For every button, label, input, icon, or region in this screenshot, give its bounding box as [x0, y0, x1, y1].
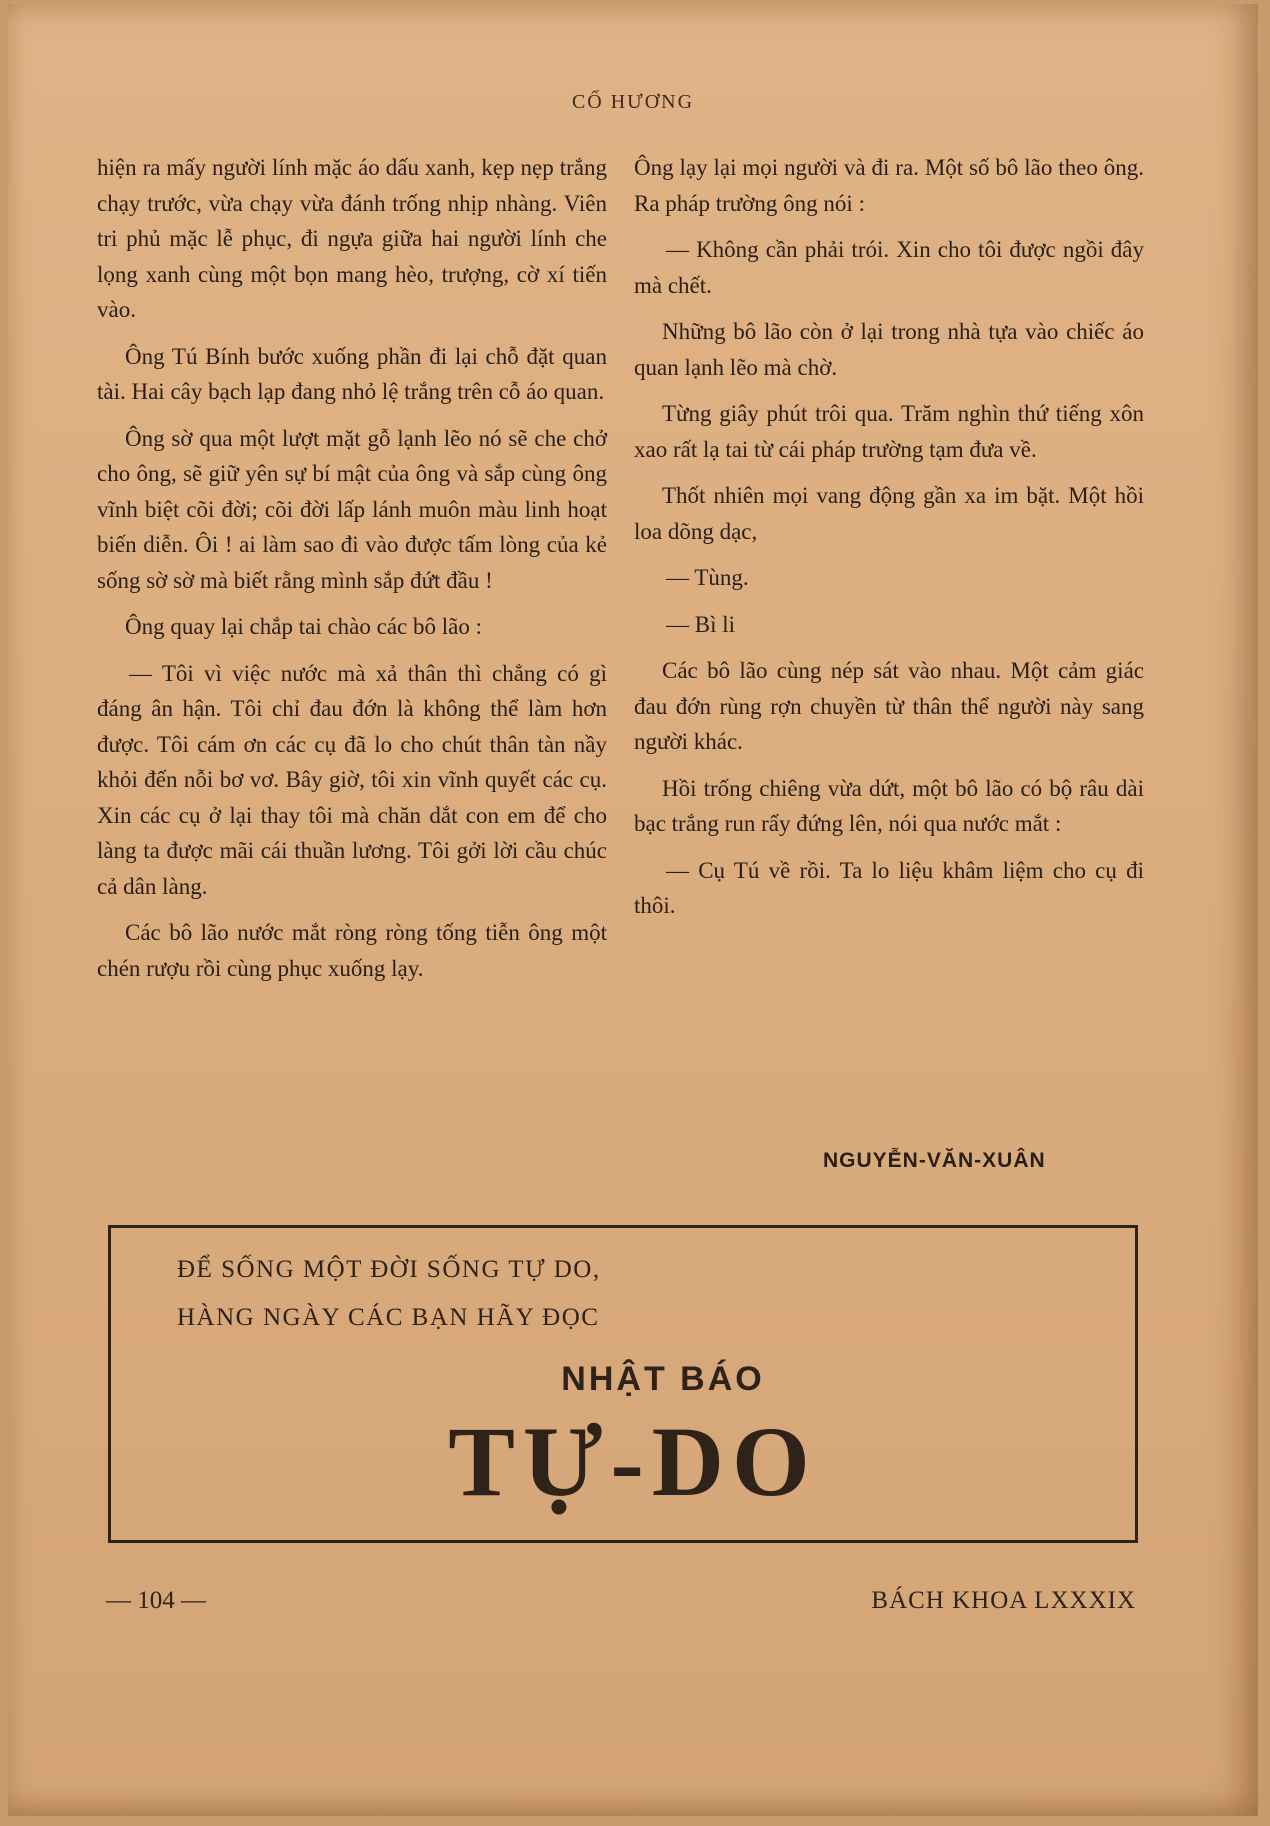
paragraph: Hồi trống chiêng vừa dứt, một bô lão có bộ râu dài bạc trắng run rẩy đứng lên, nói qua nước mắt : [634, 775, 1144, 836]
newspaper-advertisement [108, 1225, 1138, 1543]
dialogue-paragraph: — Tôi vì việc nước mà xả thân thì chẳng có gì đáng ân hận. Tôi chỉ đau đớn là không thể làm hơn được. Tôi cám ơn các cụ đã lo cho chút thân tàn nầy khỏi đến nỗi bơ vơ. Bây giờ, tôi xin vĩnh quyết các cụ. Xin các cụ ở lại thay tôi mà chăn dắt con em để cho làng ta được mãi cái thuần lương. Tôi gởi lời cầu chúc cả dân làng. [97, 660, 607, 899]
dialogue-paragraph: — Cụ Tú về rồi. Ta lo liệu khâm liệm cho cụ đi thôi. [634, 857, 1144, 918]
ad-slogan-line-2: HÀNG NGÀY CÁC BẠN HÃY ĐỌC [177, 1304, 600, 1331]
paragraph: Những bô lão còn ở lại trong nhà tựa vào chiếc áo quan lạnh lẽo mà chờ. [634, 319, 1144, 380]
paragraph: Ông quay lại chắp tai chào các bô lão : [125, 614, 482, 639]
ad-slogan-line-1: ĐỂ SỐNG MỘT ĐỜI SỐNG TỰ DO, [177, 1256, 601, 1283]
publication-issue: BÁCH KHOA LXXXIX [871, 1587, 1136, 1614]
page-number: — 104 — [106, 1587, 206, 1614]
ad-newspaper-label: NHẬT BÁO [561, 1360, 765, 1398]
paragraph: Thốt nhiên mọi vang động gần xa im bặt. Một hồi loa dõng dạc, [634, 483, 1144, 544]
dialogue-paragraph: — Không cần phải trói. Xin cho tôi được ngồi đây mà chết. [634, 237, 1144, 298]
paragraph: Ông Tú Bính bước xuống phần đi lại chỗ đặt quan tài. Hai cây bạch lạp đang nhỏ lệ trắng trên cỗ áo quan. [97, 343, 607, 404]
left-column [97, 150, 607, 997]
right-column [634, 150, 1144, 935]
author-signature: NGUYỄN-VĂN-XUÂN [823, 1149, 1046, 1172]
dialogue-paragraph: — Tùng. [666, 565, 749, 590]
running-title: CỐ HƯƠNG [571, 91, 695, 113]
ad-newspaper-name: TỰ-DO [448, 1406, 818, 1517]
paragraph: hiện ra mấy người lính mặc áo dấu xanh, kẹp nẹp trắng chạy trước, vừa chạy vừa đánh trống nhịp nhàng. Viên tri phủ mặc lễ phục, đi ngựa giữa hai người lính che lọng xanh cùng một bọn mang hèo, trượng, cờ xí tiến vào. [97, 155, 607, 322]
magazine-page [8, 4, 1258, 1816]
paragraph: Ông lạy lại mọi người và đi ra. Một số bô lão theo ông. Ra pháp trường ông nói : [634, 155, 1144, 216]
dialogue-paragraph: — Bì li [666, 611, 736, 637]
paragraph: Các bô lão cùng nép sát vào nhau. Một cảm giác đau đớn rùng rợn chuyền từ thân thể người này sang người khác. [634, 658, 1144, 754]
paragraph: Ông sờ qua một lượt mặt gỗ lạnh lẽo nó sẽ che chở cho ông, sẽ giữ yên sự bí mật của ông và sắp cùng ông vĩnh biệt cõi đời; cõi đời lấp lánh muôn màu linh hoạt biến diễn. Ôi ! ai làm sao đi vào được tấm lòng của kẻ sống sờ sờ mà biết rằng mình sắp đứt đầu ! [97, 425, 607, 593]
paragraph: Các bô lão nước mắt ròng ròng tống tiễn ông một chén rượu rồi cùng phục xuống lạy. [97, 920, 607, 981]
paragraph: Từng giây phút trôi qua. Trăm nghìn thứ tiếng xôn xao rất lạ tai từ cái pháp trường tạm đưa về. [634, 401, 1144, 462]
